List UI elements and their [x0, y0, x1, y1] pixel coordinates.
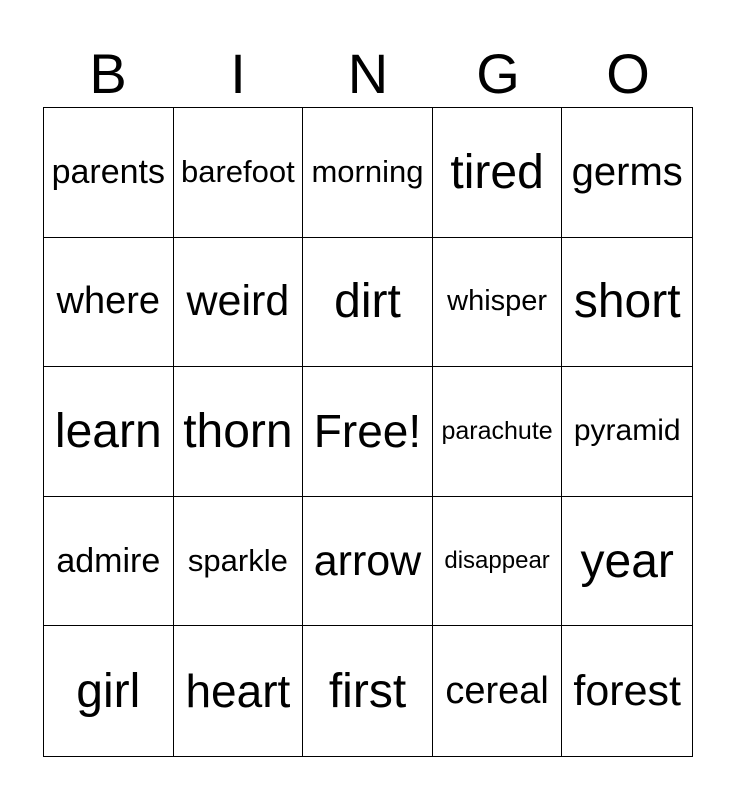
bingo-cell[interactable]: forest [573, 666, 681, 715]
bingo-cell[interactable]: girl [44, 626, 174, 756]
bingo-cell[interactable]: tired [433, 108, 563, 238]
bingo-cell[interactable]: first [303, 626, 433, 756]
bingo-cell[interactable]: germs [562, 108, 692, 238]
bingo-board [43, 107, 693, 757]
bingo-cell[interactable]: admire [44, 497, 174, 627]
bingo-cell[interactable]: pyramid [562, 367, 692, 497]
bingo-cell[interactable]: dirt [303, 238, 433, 368]
bingo-cell[interactable]: cereal [433, 626, 563, 756]
bingo-cell[interactable]: parachute [433, 367, 563, 497]
bingo-cell[interactable]: whisper [433, 238, 563, 368]
bingo-cell[interactable]: parents [44, 108, 174, 238]
header-letter-n: N [347, 42, 389, 105]
bingo-cell[interactable]: heart [174, 626, 304, 756]
bingo-cell[interactable]: where [44, 238, 174, 368]
bingo-header [43, 40, 693, 108]
header-letter-b: B [89, 42, 127, 105]
bingo-cell[interactable]: thorn [174, 367, 304, 497]
free-space-cell[interactable]: Free! [303, 367, 433, 497]
header-letter-g: G [476, 42, 520, 105]
bingo-cell[interactable]: learn [44, 367, 174, 497]
bingo-cell[interactable]: arrow [303, 497, 433, 627]
bingo-cell[interactable]: short [562, 238, 692, 368]
bingo-cell[interactable]: disappear [433, 497, 563, 627]
bingo-cell[interactable]: sparkle [174, 497, 304, 627]
header-letter-i: I [230, 42, 246, 105]
bingo-cell[interactable]: year [562, 497, 692, 627]
bingo-cell[interactable]: weird [174, 238, 304, 368]
header-letter-o: O [606, 42, 650, 105]
bingo-cell[interactable]: barefoot [174, 108, 304, 238]
bingo-cell[interactable]: morning [303, 108, 433, 238]
